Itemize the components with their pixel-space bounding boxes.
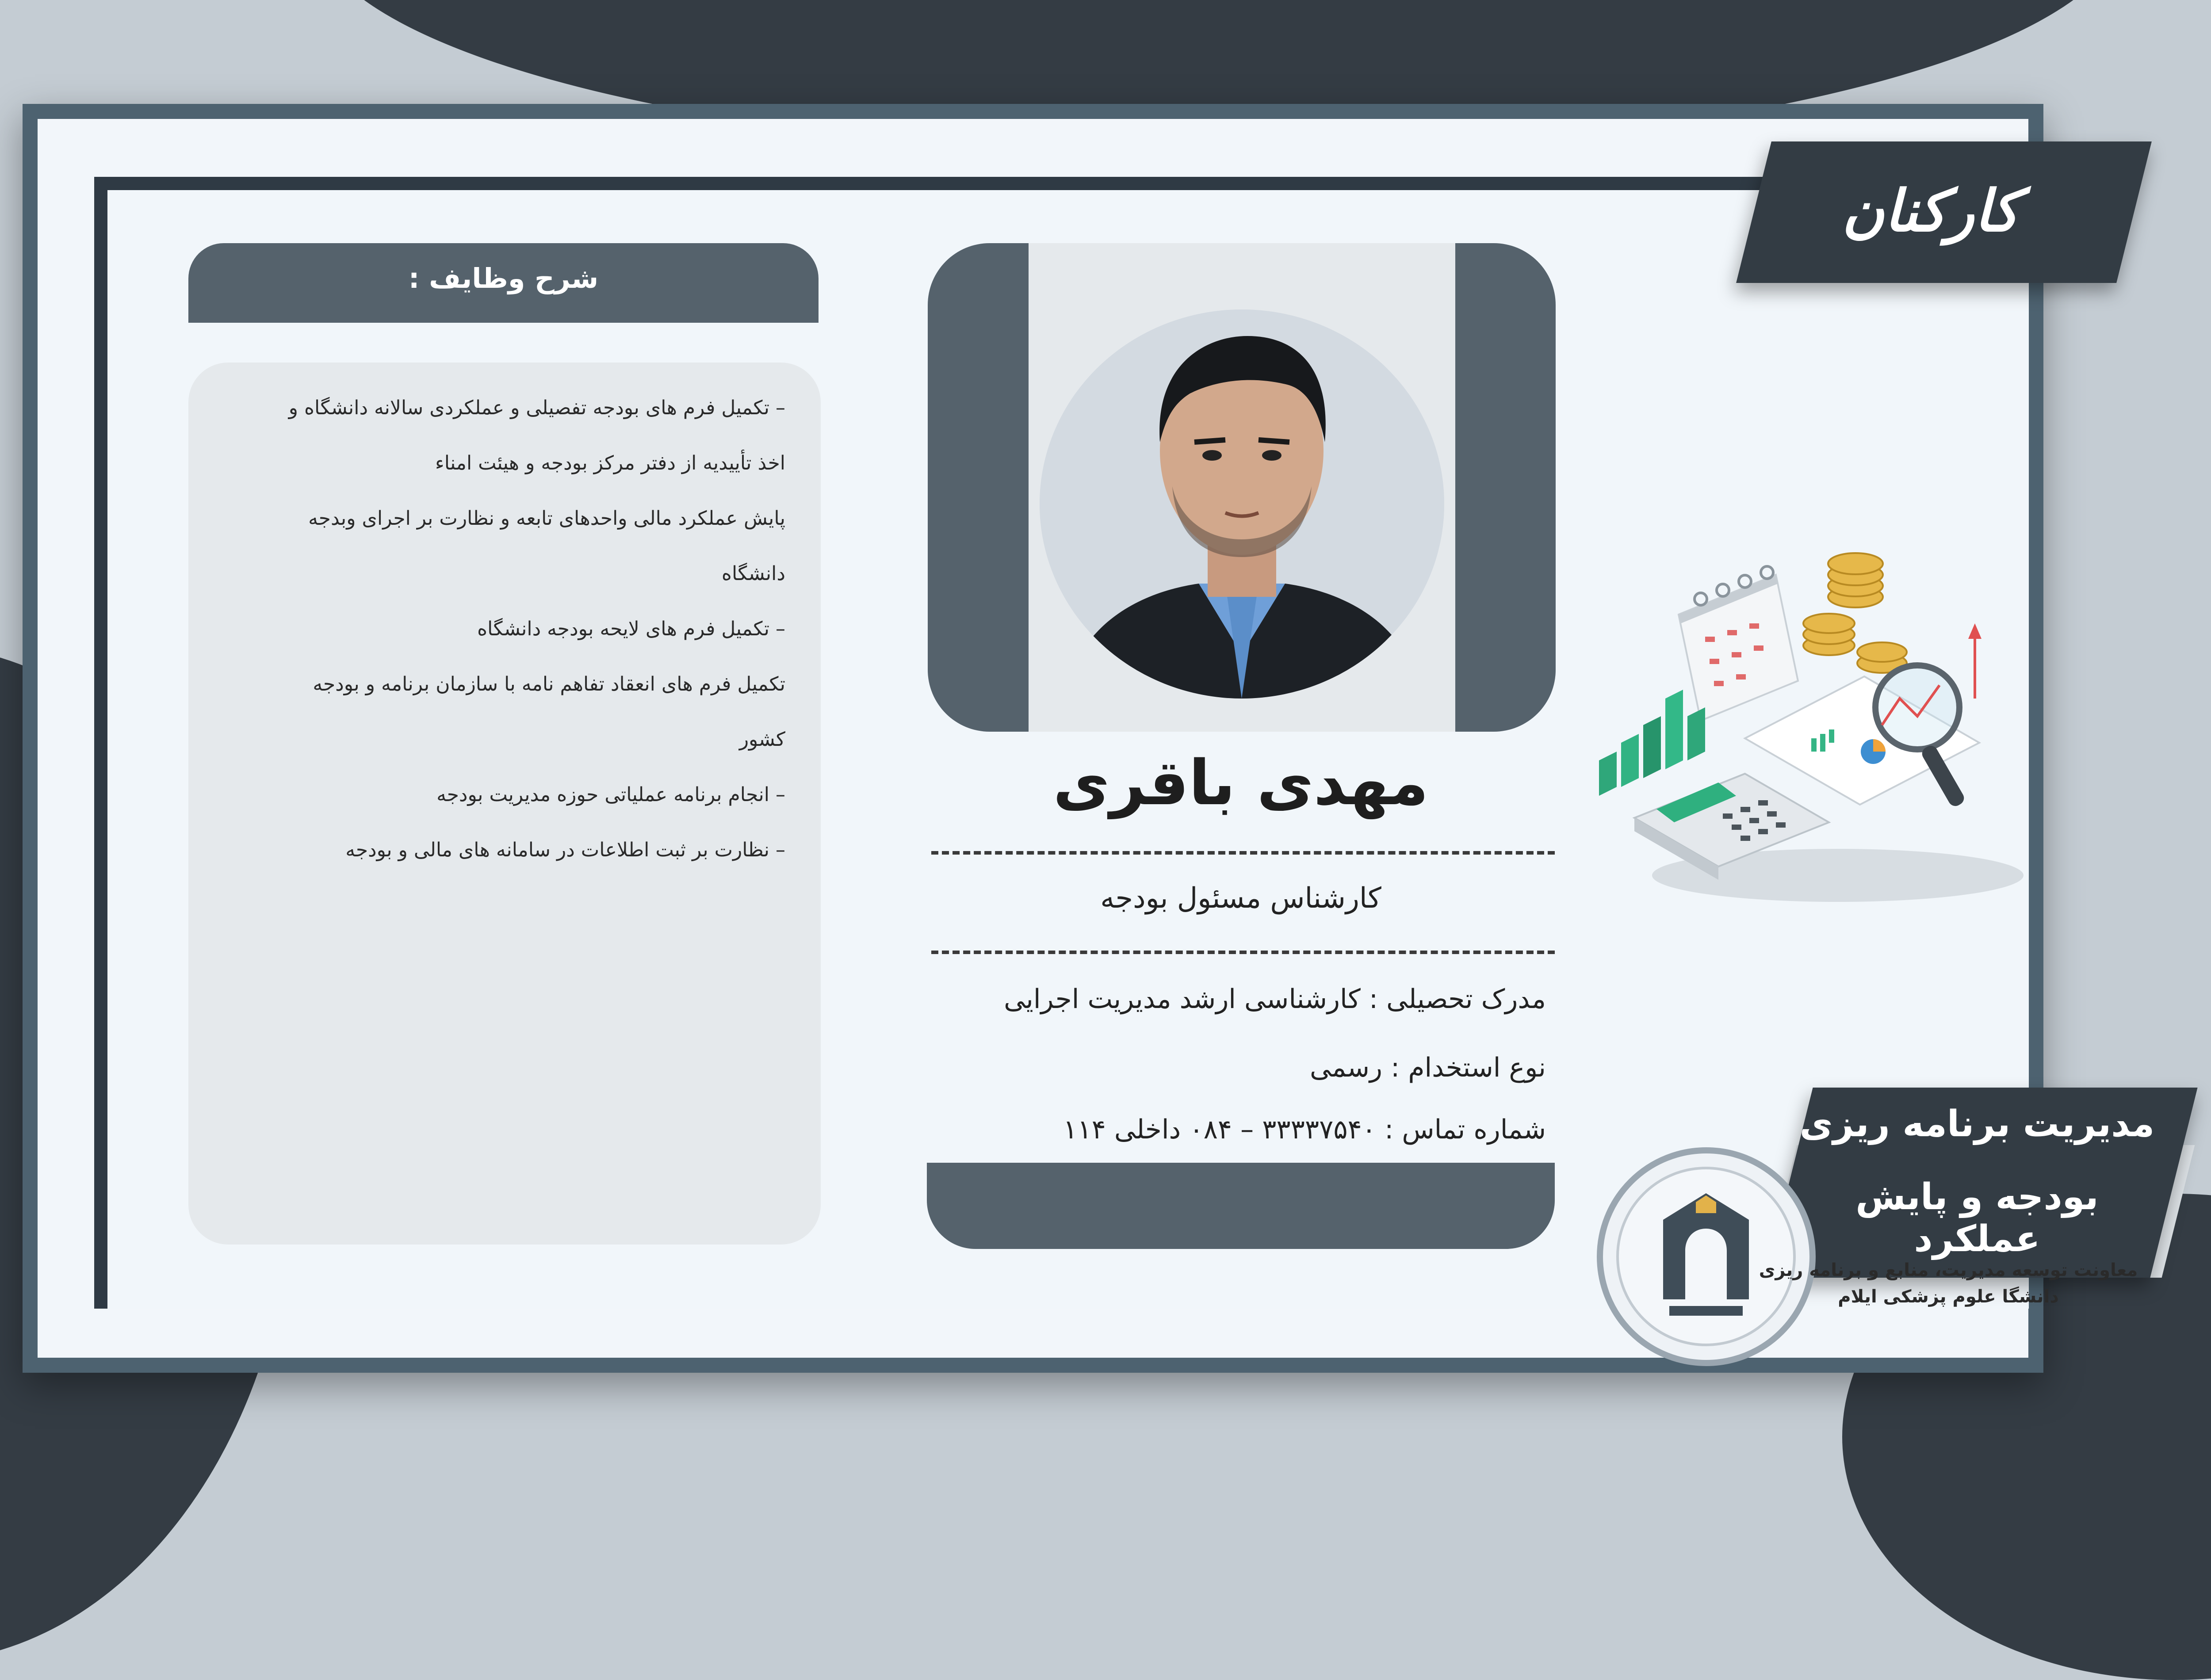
employment-type: نوع استخدام : رسمی	[1310, 1052, 1546, 1083]
duty-line: – تکمیل فرم های بودجه تفصیلی و عملکردی سالانه دانشگاه و	[288, 397, 785, 419]
education-info: مدرک تحصیلی : کارشناسی ارشد مدیریت اجرایی	[1004, 984, 1546, 1015]
bar-chart-icon	[1599, 690, 1705, 796]
arrow-up-icon	[1968, 623, 1981, 699]
job-title: کارشناس مسئول بودجه	[1100, 882, 1381, 915]
org-name-line2: بودجه و پایش عملکرد	[1855, 1176, 2099, 1260]
coins-icon	[1803, 553, 1907, 673]
duty-line: – نظارت بر ثبت اطلاعات در سامانه های مالی و بودجه	[345, 839, 785, 861]
calendar-icon	[1679, 566, 1798, 721]
duty-line: تکمیل فرم های انعقاد تفاهم نامه با سازمان برنامه و بودجه	[313, 673, 785, 695]
section-label: کارکنان	[1842, 177, 2020, 244]
duty-line: دانشگاه	[721, 562, 785, 585]
duty-line: – انجام برنامه عملیاتی حوزه مدیریت بودجه	[436, 783, 785, 806]
employee-name: مهدی باقری	[1053, 747, 1429, 819]
finance-illustration	[1590, 548, 2041, 911]
duty-line: کشور	[739, 728, 785, 751]
divider	[931, 951, 1555, 954]
profile-footer-band	[927, 1163, 1555, 1249]
phone-number: شماره تماس : ۳۳۳۳۷۵۴۰ – ۰۸۴ داخلی ۱۱۴	[1063, 1114, 1546, 1145]
university-logo	[1597, 1147, 1816, 1366]
org-subtitle-line2: دانشگا علوم پزشکی ایلام	[1838, 1287, 2059, 1307]
org-name-line1: مدیریت برنامه ریزی	[1799, 1103, 2155, 1145]
duties-list	[188, 363, 821, 1245]
duty-line: پایش عملکرد مالی واحدهای تابعه و نظارت بر اجرای وبدجه	[308, 507, 785, 530]
duty-line: اخذ تأییدیه از دفتر مرکز بودجه و هیئت امناء	[435, 452, 785, 474]
duty-line: – تکمیل فرم های لایحه بودجه دانشگاه	[477, 618, 785, 640]
duties-header: شرح وظایف :	[188, 243, 819, 323]
org-subtitle-line1: معاونت توسعه مدیریت، منابع و برنامه ریزی	[1759, 1260, 2138, 1280]
divider	[931, 851, 1555, 855]
profile-photo	[1040, 309, 1444, 699]
university-logo-icon	[1603, 1153, 1809, 1360]
